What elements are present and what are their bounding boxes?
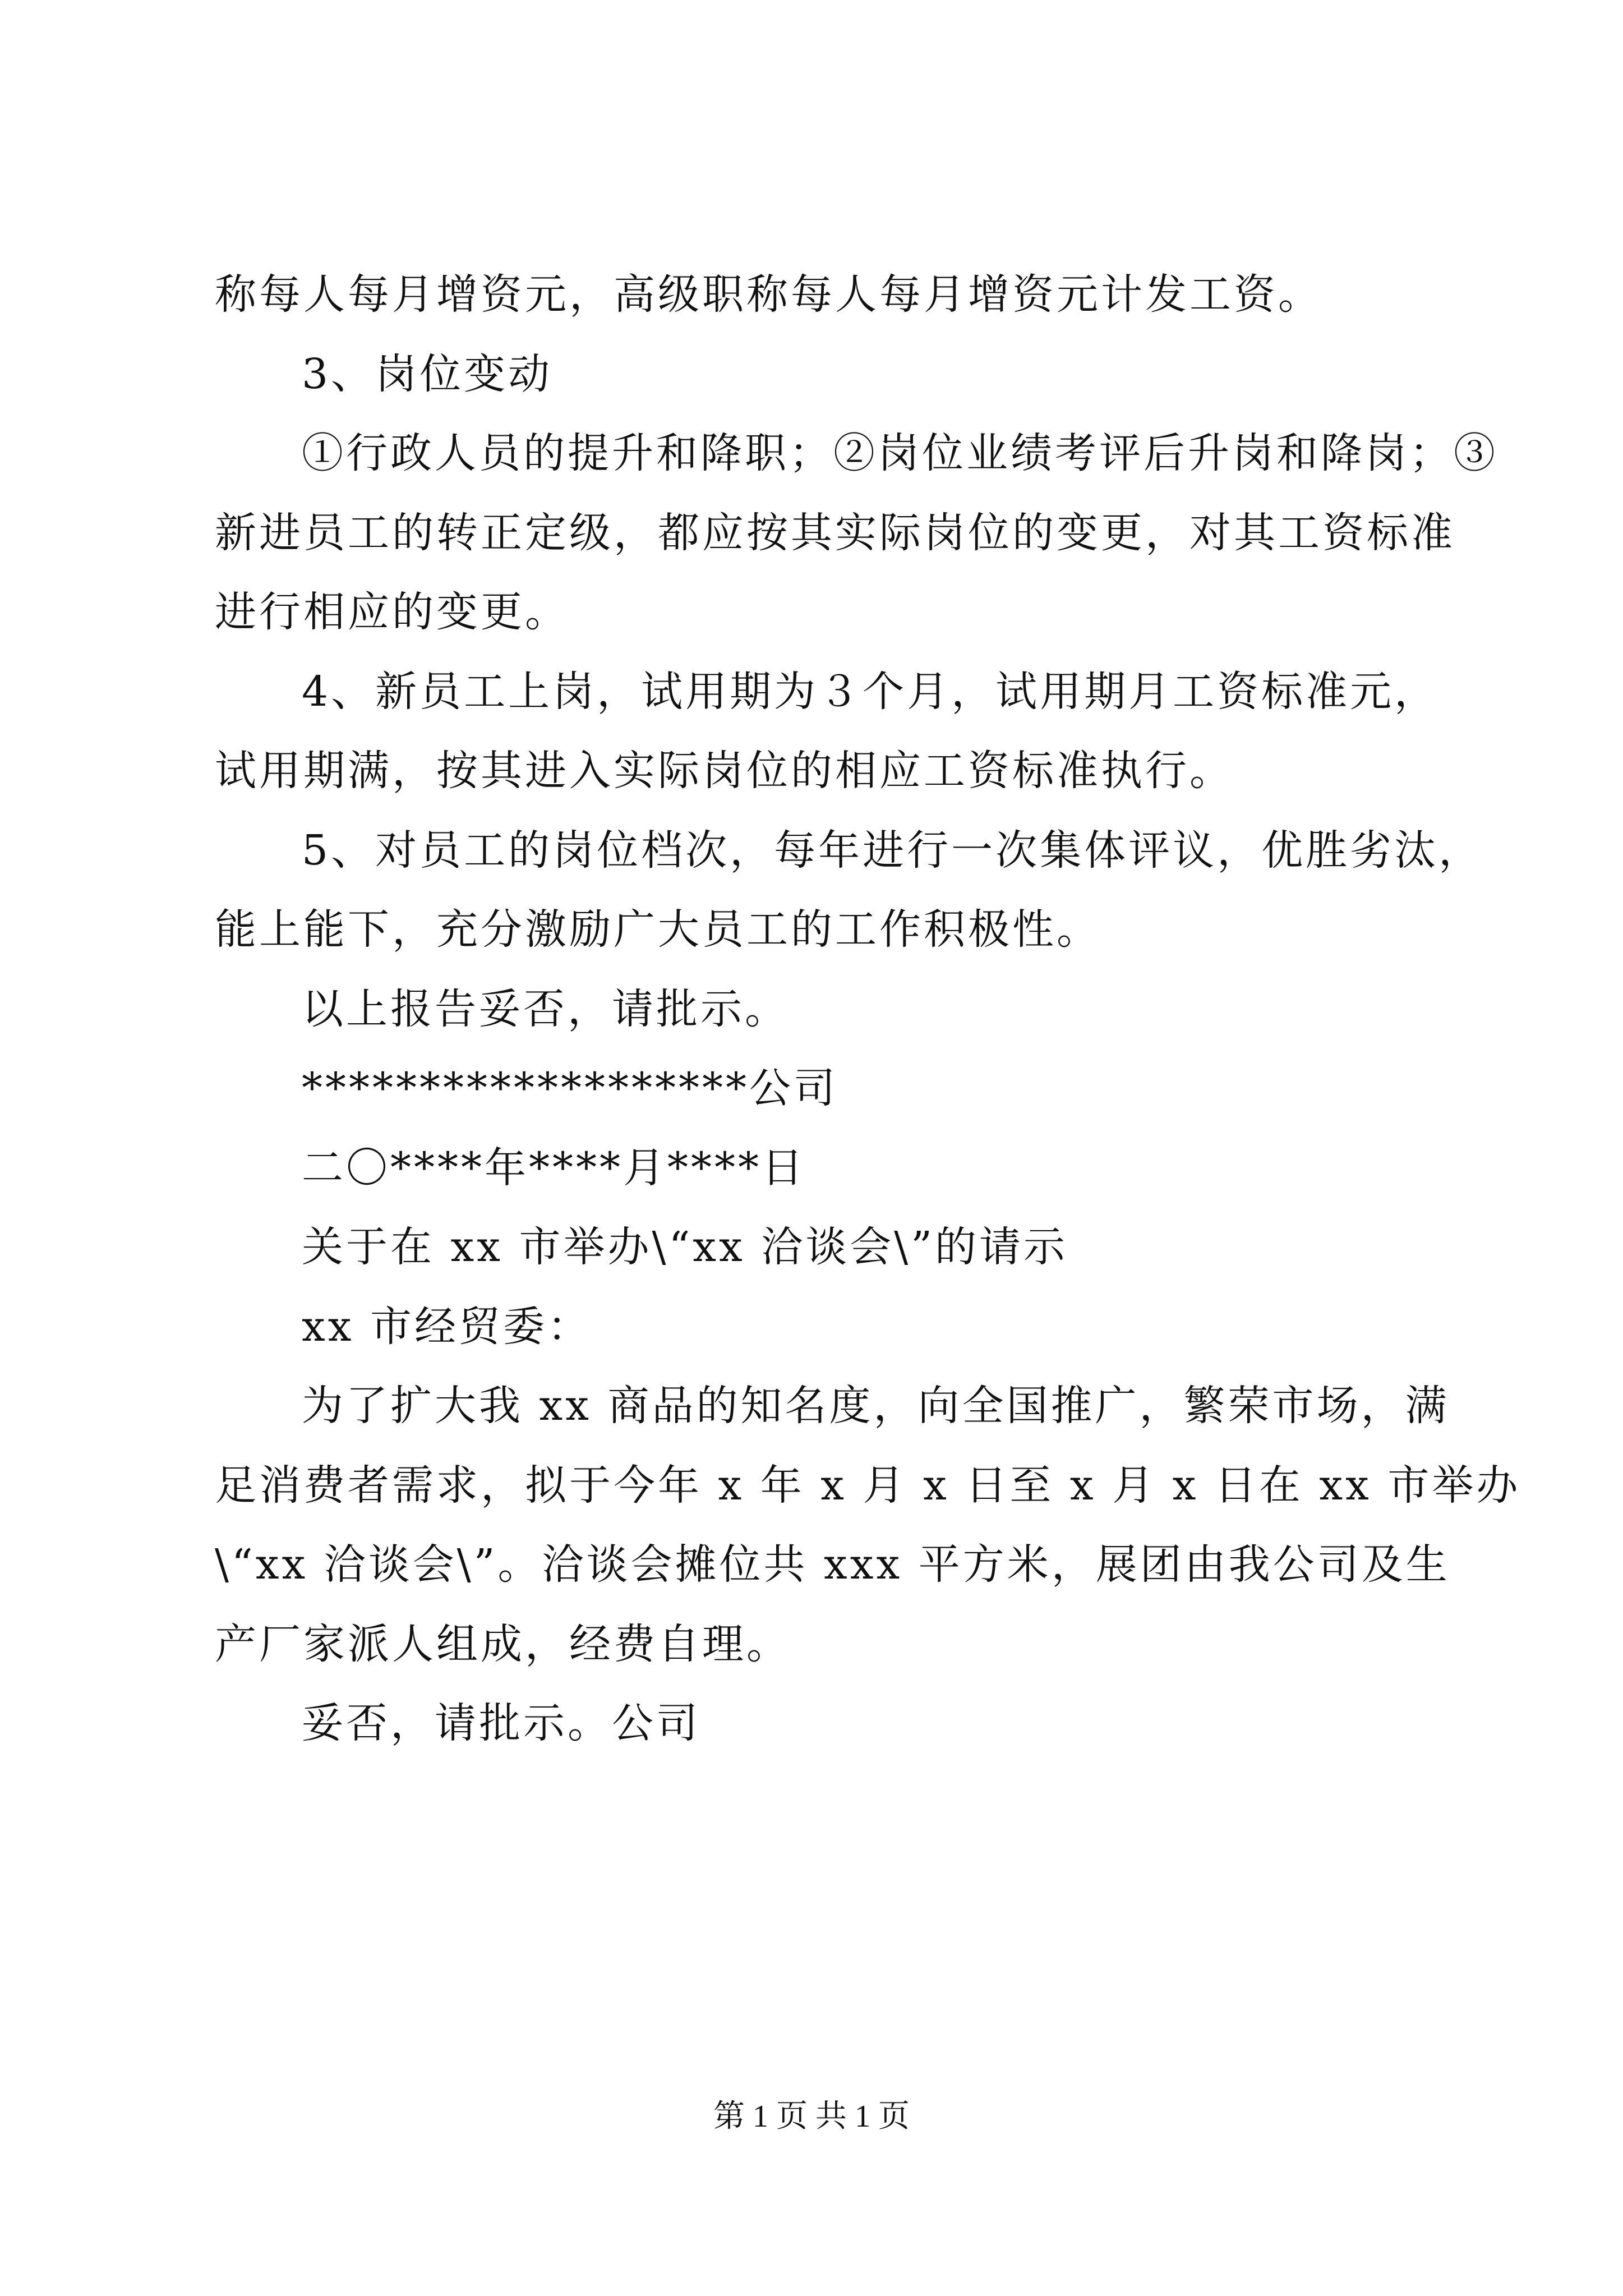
closing-line: 以上报告妥否，请批示。: [302, 984, 789, 1033]
page-footer: 第 1 页 共 1 页: [713, 2099, 910, 2134]
paragraph-line: 试用期满，按其进入实际岗位的相应工资标准执行。: [215, 747, 1234, 795]
closing-line: 妥否，请批示。公司: [302, 1699, 700, 1747]
paragraph-line: 进行相应的变更。: [215, 588, 569, 636]
paragraph-line: 产厂家派人组成，经费自理。: [215, 1619, 791, 1668]
body-line: 称每人每月增资元，高级职称每人每月增资元计发工资。: [215, 270, 1322, 319]
addressee: xx 市经贸委：: [302, 1302, 592, 1351]
company-signature: *******************公司: [302, 1064, 838, 1112]
paragraph-line: 4、新员工上岗，试用期为３个月，试用期月工资标准元，: [302, 667, 1439, 716]
section-heading: 3、岗位变动: [302, 349, 553, 398]
paragraph-line: ①行政人员的提升和降职；②岗位业绩考评后升岗和降岗；③: [302, 429, 1498, 477]
paragraph-line: 为了扩大我 xx 商品的知名度，向全国推广，繁荣市场，满: [302, 1382, 1450, 1430]
date-line: 二〇****年****月****日: [302, 1143, 806, 1192]
paragraph-line: 5、对员工的岗位档次，每年进行一次集体评议，优胜劣汰，: [302, 826, 1483, 875]
paragraph-line: \“xx 洽谈会\”。洽谈会摊位共 xxx 平方米，展团由我公司及生: [215, 1540, 1450, 1589]
paragraph-line: 足消费者需求，拟于今年 x 年 x 月 x 日至 x 月 x 日在 xx 市举办: [215, 1461, 1521, 1510]
paragraph-line: 新进员工的转正定级，都应按其实际岗位的变更，对其工资标准: [215, 508, 1455, 557]
document-body: [215, 255, 1521, 1764]
paragraph-line: 能上能下，充分激励广大员工的工作积极性。: [215, 905, 1101, 954]
request-title: 关于在 xx 市举办\“xx 洽谈会\”的请示: [302, 1223, 1068, 1271]
